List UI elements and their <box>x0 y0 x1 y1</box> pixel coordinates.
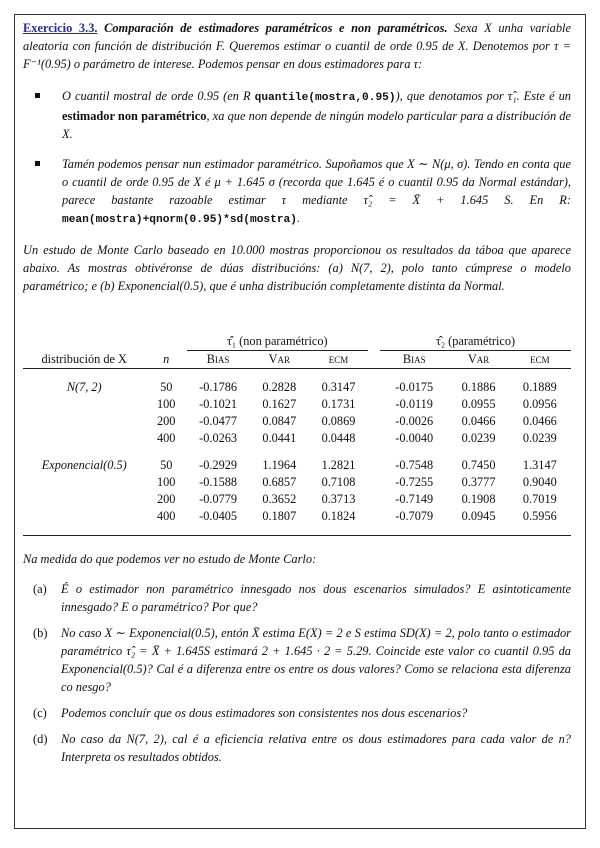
cell-v2: 0.0239 <box>461 431 496 445</box>
cell-e1: 0.3713 <box>321 492 356 506</box>
cell-v2: 0.1886 <box>461 380 496 394</box>
cell-e1: 0.0448 <box>321 431 356 445</box>
cell-v1: 0.6857 <box>262 475 297 489</box>
table-row <box>23 491 571 508</box>
cell-v2: 0.0945 <box>461 509 496 523</box>
distribution-label: Exponencial(0.5) <box>41 458 127 472</box>
col-header-ecm-2: ecm <box>509 351 571 369</box>
cell-e1: 0.1824 <box>321 509 356 523</box>
cell-n: 100 <box>156 475 176 489</box>
distribution-label <box>23 413 145 430</box>
cell-n: 400 <box>156 509 176 523</box>
table-row <box>23 396 571 413</box>
column-spacer <box>368 457 380 474</box>
cell-b1: -0.0405 <box>199 509 238 523</box>
results-table <box>23 333 571 536</box>
column-spacer <box>368 413 380 430</box>
exercise-header <box>23 19 571 73</box>
col-header-var-1: Var <box>249 351 309 369</box>
questions-list <box>23 580 571 766</box>
estimator-item-nonparametric: O cuantil mostral de orde 0.95 (en R quantile(mostra,0.95)), que denotamos por τ̂₁. Este é un estimador non paramétrico, xa que non depende de ningún modelo particular para a distribución de X. <box>23 87 571 143</box>
question-a: (a) É o estimador non paramétrico innesgado nos dous escenarios simulados? E asintoticamente innesgado? E o paramétrico? Por que? <box>33 582 571 614</box>
cell-b1: -0.2929 <box>199 458 238 472</box>
group-header-nonparametric: τ̂₁ (non paramétrico) <box>187 333 368 351</box>
cell-n: 200 <box>156 414 176 428</box>
exercise-intro: Sexa X unha variable aleatoria con función de distribución F. Queremos estimar o cuantil de orde 0.95 de X. Denotemos por τ = F⁻¹(0.95) o parámetro de interese. Podemos pensar en dous estimadores para τ: <box>23 21 571 71</box>
column-spacer <box>368 491 380 508</box>
cell-v1: 0.3652 <box>262 492 297 506</box>
column-spacer <box>368 430 380 447</box>
col-header-var-2: Var <box>448 351 508 369</box>
table-column-header <box>23 351 571 369</box>
cell-v2: 0.0466 <box>461 414 496 428</box>
cell-b2: -0.0175 <box>395 380 434 394</box>
cell-n: 50 <box>160 458 173 472</box>
cell-b1: -0.0263 <box>199 431 238 445</box>
question-c: (c) Podemos concluír que os dous estimadores son consistentes nos dous escenarios? <box>33 706 468 720</box>
monte-carlo-paragraph: Un estudo de Monte Carlo baseado en 10.000 mostras proporcionou os resultados da táboa que aparece abaixo. As mostras obtivéronse de dúas distribucións: (a) N(7, 2), polo tanto cúmprese o modelo paramétrico; e (b) Exponencial(0.5), que é unha distribución completamente distinta da Normal. <box>23 243 571 293</box>
distribution-label <box>23 474 145 491</box>
questions-intro: Na medida do que podemos ver no estudo de Monte Carlo: <box>23 552 317 566</box>
col-header-distribution: distribución de X <box>23 351 145 369</box>
cell-e2: 0.5956 <box>522 509 557 523</box>
col-header-ecm-1: ecm <box>309 351 367 369</box>
cell-e2: 1.3147 <box>522 458 557 472</box>
cell-b1: -0.0477 <box>199 414 238 428</box>
cell-e1: 0.1731 <box>321 397 356 411</box>
cell-n: 200 <box>156 492 176 506</box>
distribution-label: N(7, 2) <box>66 380 102 394</box>
column-spacer <box>368 396 380 413</box>
cell-e2: 0.9040 <box>522 475 557 489</box>
table-row <box>23 508 571 525</box>
table-row <box>23 474 571 491</box>
cell-e2: 0.0239 <box>522 431 557 445</box>
column-spacer <box>368 379 380 396</box>
cell-v1: 0.0847 <box>262 414 297 428</box>
cell-v1: 0.1627 <box>262 397 297 411</box>
cell-b2: -0.0026 <box>395 414 434 428</box>
table-block-normal <box>23 379 571 447</box>
cell-b2: -0.7255 <box>395 475 434 489</box>
exercise-title: Comparación de estimadores paramétricos e non paramétricos. <box>104 21 448 35</box>
r-code-parametric: mean(mostra)+qnorm(0.95)*sd(mostra) <box>62 214 297 226</box>
cell-b1: -0.1588 <box>199 475 238 489</box>
exercise-label: Exercicio 3.3. <box>23 21 98 35</box>
cell-n: 50 <box>160 380 173 394</box>
estimator-list <box>23 87 571 229</box>
col-header-n: n <box>145 351 187 369</box>
table-row <box>23 457 571 474</box>
cell-v2: 0.3777 <box>461 475 496 489</box>
cell-b2: -0.0119 <box>395 397 433 411</box>
cell-n: 100 <box>156 397 176 411</box>
cell-v2: 0.7450 <box>461 458 496 472</box>
cell-v1: 1.1964 <box>262 458 297 472</box>
distribution-label <box>23 430 145 447</box>
cell-b1: -0.0779 <box>199 492 238 506</box>
distribution-label <box>23 491 145 508</box>
cell-e2: 0.0956 <box>522 397 557 411</box>
column-spacer <box>368 508 380 525</box>
cell-n: 400 <box>156 431 176 445</box>
table-block-exponential <box>23 457 571 525</box>
group-header-parametric: τ̂₂ (paramétrico) <box>380 333 571 351</box>
cell-v1: 0.2828 <box>262 380 297 394</box>
cell-b2: -0.7149 <box>395 492 434 506</box>
col-header-bias-1: Bias <box>187 351 249 369</box>
cell-b2: -0.0040 <box>395 431 434 445</box>
cell-v2: 0.1908 <box>461 492 496 506</box>
table-row <box>23 430 571 447</box>
cell-b2: -0.7079 <box>395 509 434 523</box>
cell-b1: -0.1021 <box>199 397 238 411</box>
question-b: (b) No caso X ∼ Exponencial(0.5), entón X̄ estima E(X) = 2 e S estima SD(X) = 2, polo tanto o estimador paramétrico τ̂₂ = X̄ + 1.645S estimará 2 + 1.645 · 2 = 5.29. Coincide este valor co cuantil 0.95 da Exponencial(0.5)? Cal é a diferenza entre os entre os dous valores? Como se relaciona esta diferenza co nesgo? <box>33 626 571 694</box>
cell-b1: -0.1786 <box>199 380 238 394</box>
cell-v1: 0.1807 <box>262 509 297 523</box>
table-row <box>23 379 571 396</box>
table-group-header <box>23 333 571 351</box>
nonparametric-emphasis: estimador non paramétrico <box>62 109 207 123</box>
cell-v2: 0.0955 <box>461 397 496 411</box>
distribution-label <box>23 508 145 525</box>
cell-v1: 0.0441 <box>262 431 297 445</box>
distribution-label <box>23 396 145 413</box>
cell-e2: 0.0466 <box>522 414 557 428</box>
cell-b2: -0.7548 <box>395 458 434 472</box>
question-d: (d) No caso da N(7, 2), cal é a eficiencia relativa entre os dous estimadores para cada valor de n? Interpreta os resultados obtidos. <box>33 732 571 764</box>
cell-e1: 0.7108 <box>321 475 356 489</box>
cell-e1: 0.3147 <box>321 380 356 394</box>
estimator-item-parametric: Tamén podemos pensar nun estimador paramétrico. Supoñamos que X ∼ N(μ, σ). Tendo en conta que o cuantil de orde 0.95 de X é μ + 1.645 σ (recorda que 1.645 é o cuantil 0.95 da Normal estándar), parece bastante razoable estimar τ mediante τ̂₂ = X̄ + 1.645 S. En R: mean(mostra)+qnorm(0.95)*sd(mostra). <box>23 155 571 229</box>
cell-e2: 0.7019 <box>522 492 557 506</box>
col-header-bias-2: Bias <box>380 351 449 369</box>
cell-e2: 0.1889 <box>522 380 557 394</box>
column-spacer <box>368 474 380 491</box>
exercise-content <box>23 19 571 774</box>
cell-e1: 1.2821 <box>321 458 356 472</box>
r-code-quantile: quantile(mostra,0.95) <box>254 92 396 104</box>
table-row <box>23 413 571 430</box>
cell-e1: 0.0869 <box>321 414 356 428</box>
